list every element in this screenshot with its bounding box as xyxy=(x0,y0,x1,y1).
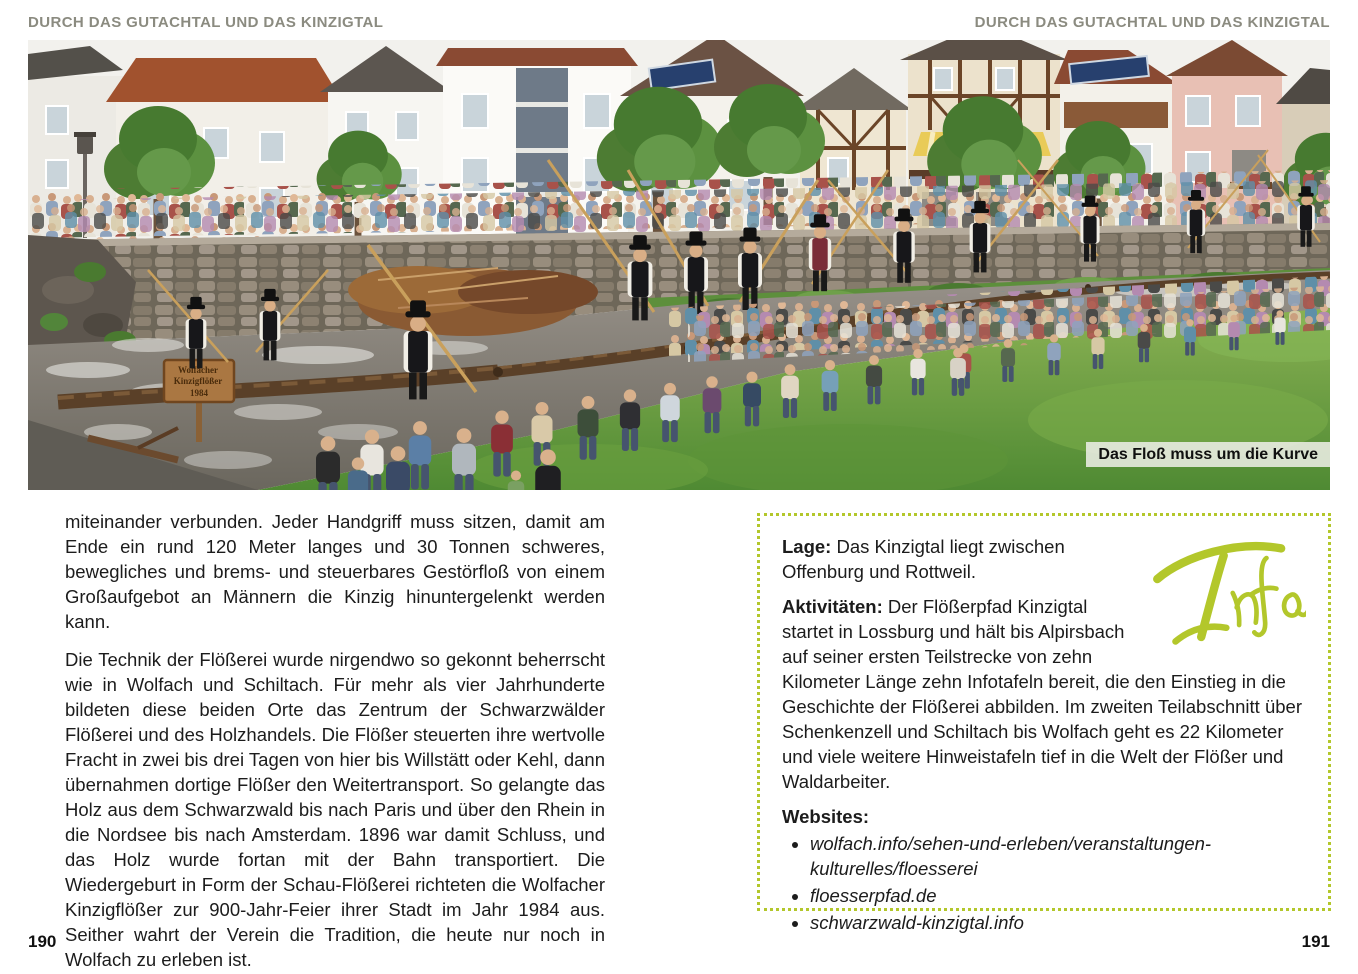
info-lage-label: Lage: xyxy=(782,536,832,557)
photo-flossfest xyxy=(28,40,1330,490)
photo-illustration xyxy=(28,40,1330,490)
article-paragraph-2: Die Technik der Flößerei wurde nirgendwo so gekonnt beherrscht wie in Wolfach und Schiltach. Für mehr als vier Jahrhunderte bildeten diese beiden Orte das Zentrum der Schwarzwälder Flößerei und des Holzhandels. Die Flößer steuerten ihre wertvolle Fracht in zwei bis drei Tagen von hier bis Willstätt oder Kehl, dann übernahmen dortige Flößer den Weitertransport. So gelangte das Holz aus dem Schwarzwald bis nach Paris und über den Rhein in die Nordsee bis nach Amsterdam. 1896 war damit Schluss, und das Holz wurde fortan mit der Bahn transportiert. Die Wiedergeburt in Form der Schau-Flößerei richteten die Wolfacher Kinzigflößer zur 900-Jahr-Feier ihrer Stadt im Jahr 1984 aus. Seither wahrt der Verein die Tradition, die heute nur noch in Wolfach zu erleben ist. xyxy=(65,649,605,970)
sign-line-3: 1984 xyxy=(190,388,208,398)
info-websites-heading: Websites: xyxy=(782,806,870,827)
website-list xyxy=(790,831,1306,935)
info-script-label xyxy=(1146,536,1306,648)
info-box xyxy=(757,513,1331,933)
page-number-left: 190 xyxy=(28,932,57,951)
info-aktivitaeten-text: Der Flößerpfad Kinzigtal startet in Lossburg und hält bis Alpirsbach auf seiner ersten Teilstrecke von zehn Kilometer Länge zehn Infotafeln bereit, die den Einstieg in die Geschichte der Flößerei abbilden. Im zweiten Teilabschnitt über Schenkenzell und Schiltach bis Wolfach geht es 22 Kilometer und viele weitere Hinweistafeln tief in die Welt der Flößer und Waldarbeiter. xyxy=(782,596,1302,792)
running-head-left: DURCH DAS GUTACHTAL UND DAS KINZIGTAL xyxy=(28,14,384,31)
website-item: • wolfach.info/sehen-und-erleben/veranstaltungen-kulturelles/floesserei xyxy=(810,831,1306,881)
sign-line-2: Kinzigflößer xyxy=(173,376,223,386)
article-text xyxy=(65,509,605,974)
page-number-right: 191 xyxy=(1301,932,1330,951)
info-aktivitaeten-label: Aktivitäten: xyxy=(782,596,883,617)
photo-caption: Das Floß muss um die Kurve xyxy=(1086,442,1330,467)
article-paragraph-1: miteinander verbunden. Jeder Handgriff muss sitzen, damit am Ende ein rund 120 Meter langes und 30 Tonnen schweres, bewegliches und brems- und steuerbares Gestörfloß von einem Großaufgebot an Männern die Kinzig hinuntergelenkt werden kann. xyxy=(65,511,605,632)
website-item: • floesserpfad.de xyxy=(810,883,1306,908)
sign-line-1: Wolfacher xyxy=(177,365,218,375)
info-lage-text: Das Kinzigtal liegt zwischen Offenburg und Rottweil. xyxy=(782,536,1065,582)
running-head-right: DURCH DAS GUTACHTAL UND DAS KINZIGTAL xyxy=(974,14,1330,31)
website-item: • schwarzwald-kinzigtal.info xyxy=(810,910,1306,935)
